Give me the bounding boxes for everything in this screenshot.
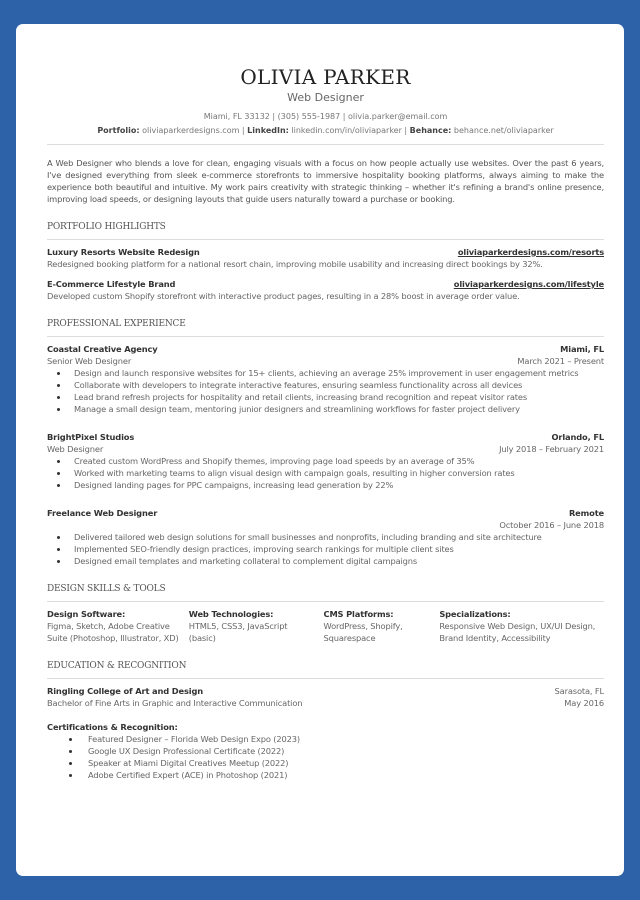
location: Miami, FL <box>560 344 604 354</box>
skill-label: Design Software: <box>47 609 126 619</box>
school: Ringling College of Art and Design <box>47 686 204 696</box>
skill-group <box>189 608 324 644</box>
skills-grid <box>47 608 604 644</box>
section-heading-education: EDUCATION & RECOGNITION <box>47 661 187 671</box>
skill-label: Web Technologies: <box>188 609 274 619</box>
company: Coastal Creative Agency <box>47 344 158 354</box>
job-entry <box>47 431 604 491</box>
portfolio-label: Portfolio: <box>97 126 140 135</box>
bullet: Designed email templates and marketing collateral to complement digital campaigns <box>47 555 604 567</box>
project-title: Luxury Resorts Website Redesign <box>47 247 200 257</box>
portfolio-item <box>47 246 604 270</box>
school-location: Sarasota, FL <box>554 686 604 696</box>
divider <box>47 239 604 240</box>
bullet: Worked with marketing teams to align visual design with campaign goals, resulting in higher conversion rates <box>47 467 604 479</box>
project-desc: Redesigned booking platform for a national resort chain, improving mobile usability and increasing direct bookings by 32%. <box>47 259 543 269</box>
company: Freelance Web Designer <box>47 508 158 518</box>
skill-value: WordPress, Shopify, Squarespace <box>323 621 403 643</box>
divider <box>47 678 604 679</box>
company: BrightPixel Studios <box>47 432 135 442</box>
project-title: E-Commerce Lifestyle Brand <box>47 279 176 289</box>
education-entry <box>47 685 604 709</box>
cert: Google UX Design Professional Certificate (2022) <box>47 745 604 757</box>
skill-group <box>439 608 604 644</box>
bullet: Created custom WordPress and Shopify themes, improving page load speeds by an average of 35% <box>47 455 604 467</box>
bullet: Designed landing pages for PPC campaigns, increasing lead generation by 22% <box>47 479 604 491</box>
dates: March 2021 – Present <box>517 356 604 366</box>
section-heading-skills: DESIGN SKILLS & TOOLS <box>47 584 166 594</box>
portfolio-link[interactable]: oliviaparkerdesigns.com <box>142 126 240 135</box>
bullet: Manage a small design team, mentoring junior designers and streamlining workflows for faster project delivery <box>47 403 604 415</box>
section-heading-portfolio: PORTFOLIO HIGHLIGHTS <box>47 222 166 232</box>
cert: Featured Designer – Florida Web Design Expo (2023) <box>47 733 604 745</box>
divider <box>47 336 604 337</box>
linkedin-label: LinkedIn: <box>247 126 289 135</box>
contact-line: Miami, FL 33132 | (305) 555-1987 | olivia.parker@email.com <box>203 112 448 121</box>
grad-date: May 2016 <box>564 698 604 708</box>
skill-label: CMS Platforms: <box>323 609 394 619</box>
behance-link[interactable]: behance.net/oliviaparker <box>453 126 554 135</box>
skill-value: Responsive Web Design, UX/UI Design, Brand Identity, Accessibility <box>439 621 596 643</box>
bullet: Implemented SEO-friendly design practices, improving search rankings for multiple client sites <box>47 543 604 555</box>
links-line: Portfolio: oliviaparkerdesigns.com | LinkedIn: linkedin.com/in/oliviaparker | Behance: behance.net/oliviaparker <box>97 126 554 135</box>
candidate-name: OLIVIA PARKER <box>240 65 411 89</box>
project-link[interactable]: oliviaparkerdesigns.com/lifestyle <box>453 279 604 289</box>
bullet: Delivered tailored web design solutions for small businesses and nonprofits, including branding and site architecture <box>47 531 604 543</box>
divider <box>47 144 604 145</box>
location: Remote <box>568 508 604 518</box>
project-desc: Developed custom Shopify storefront with interactive product pages, resulting in a 28% boost in average order value. <box>47 291 520 301</box>
bullet: Collaborate with developers to integrate interactive features, ensuring seamless functionality across all devices <box>47 379 604 391</box>
summary: A Web Designer who blends a love for clean, engaging visuals with a focus on how people actually use websites. Over the past 6 years, I've designed everything from sleek e-commerce storefronts to immersive hospitality booking platforms, always aiming to make the experience both beautiful and intuitive. My work pairs creativity with strategic thinking – whether it's refining a brand's online presence, improving load speeds, or designing layouts that guide users naturally toward a purchase or booking. <box>47 158 604 204</box>
job-entry <box>47 507 604 567</box>
job-title: Web Designer <box>287 91 364 104</box>
role: Senior Web Designer <box>47 356 132 366</box>
skill-label: Specializations: <box>439 609 511 619</box>
skill-group <box>324 608 440 644</box>
job-entry <box>47 343 604 415</box>
certs-heading: Certifications & Recognition: <box>47 722 178 732</box>
project-link[interactable]: oliviaparkerdesigns.com/resorts <box>457 247 604 257</box>
divider <box>47 601 604 602</box>
resume-page <box>16 24 624 876</box>
role: Web Designer <box>47 444 104 454</box>
dates: July 2018 – February 2021 <box>499 444 604 454</box>
portfolio-item <box>47 278 604 302</box>
behance-label: Behance: <box>409 126 452 135</box>
degree: Bachelor of Fine Arts in Graphic and Interactive Communication <box>47 698 303 708</box>
skill-value: HTML5, CSS3, JavaScript (basic) <box>188 621 288 643</box>
skill-group <box>47 608 189 644</box>
cert: Speaker at Miami Digital Creatives Meetup (2022) <box>47 757 604 769</box>
skill-value: Figma, Sketch, Adobe Creative Suite (Photoshop, Illustrator, XD) <box>47 621 179 643</box>
section-heading-experience: PROFESSIONAL EXPERIENCE <box>47 319 186 329</box>
cert: Adobe Certified Expert (ACE) in Photoshop (2021) <box>47 769 604 781</box>
bullet: Lead brand refresh projects for hospitality and retail clients, increasing brand recognition and repeat visitor rates <box>47 391 604 403</box>
linkedin-link[interactable]: linkedin.com/in/oliviaparker <box>291 126 402 135</box>
location: Orlando, FL <box>551 432 604 442</box>
bullet: Design and launch responsive websites for 15+ clients, achieving an average 25% improvement in user engagement metrics <box>47 367 604 379</box>
dates: October 2016 – June 2018 <box>499 520 604 530</box>
